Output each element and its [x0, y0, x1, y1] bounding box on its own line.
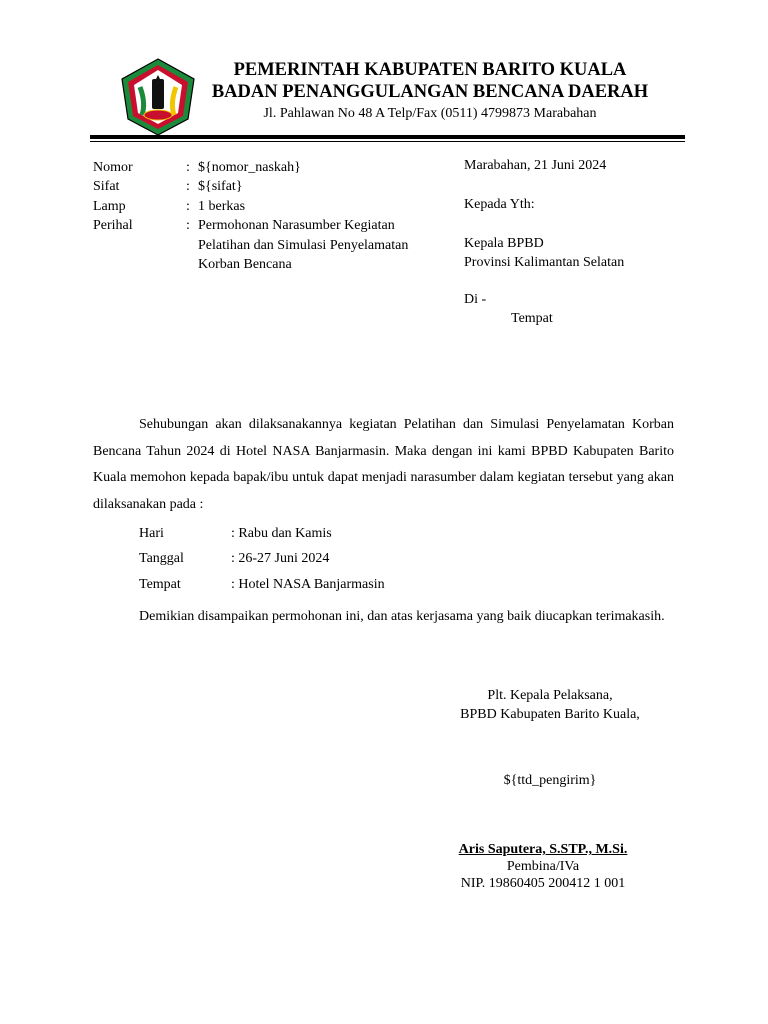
meta-value-perihal-line3: Korban Bencana: [198, 257, 292, 272]
detail-value-hari: : Rabu dan Kamis: [231, 526, 332, 541]
detail-label-tempat: Tempat: [139, 577, 181, 592]
meta-value-nomor: ${nomor_naskah}: [198, 160, 301, 175]
signatory-rank: Pembina/IVa: [506, 859, 580, 874]
letterhead-agency-name: BADAN PENANGGULANGAN BENCANA DAERAH: [211, 82, 649, 102]
detail-label-tanggal: Tanggal: [139, 551, 184, 566]
meta-value-perihal-line2: Pelatihan dan Simulasi Penyelamatan: [198, 238, 409, 253]
meta-colon: :: [186, 218, 190, 233]
recipient-title: Kepala BPBD: [464, 236, 544, 251]
meta-colon: :: [186, 160, 190, 175]
meta-value-perihal-line1: Permohonan Narasumber Kegiatan: [198, 218, 395, 233]
letterhead-address: Jl. Pahlawan No 48 A Telp/Fax (0511) 4799873 Marabahan: [263, 106, 597, 121]
meta-colon: :: [186, 199, 190, 214]
place-date: Marabahan, 21 Juni 2024: [464, 158, 607, 173]
detail-value-tempat: : Hotel NASA Banjarmasin: [231, 577, 385, 592]
meta-colon: :: [186, 179, 190, 194]
signatory-nip: NIP. 19860405 200412 1 001: [460, 876, 626, 891]
meta-label-sifat: Sifat: [93, 179, 120, 194]
meta-label-lamp: Lamp: [93, 199, 126, 214]
meta-value-sifat: ${sifat}: [198, 179, 243, 194]
signatory-name: Aris Saputera, S.STP., M.Si.: [458, 842, 628, 857]
signature-position-line1: Plt. Kepala Pelaksana,: [487, 688, 613, 703]
signature-placeholder: ${ttd_pengirim}: [503, 773, 597, 788]
meta-label-perihal: Perihal: [93, 218, 133, 233]
body-paragraph-closing: Demikian disampaikan permohonan ini, dan atas kerjasama yang baik diucapkan terimakasih.: [139, 609, 665, 624]
detail-label-hari: Hari: [139, 526, 164, 541]
recipient-di: Di -: [464, 292, 487, 307]
meta-value-lamp: 1 berkas: [198, 199, 246, 214]
signature-position-line2: BPBD Kabupaten Barito Kuala,: [460, 707, 640, 722]
letterhead-government-name: PEMERINTAH KABUPATEN BARITO KUALA: [233, 60, 627, 80]
recipient-greeting: Kepada Yth:: [464, 197, 535, 212]
meta-label-nomor: Nomor: [93, 160, 133, 175]
barito-kuala-emblem-icon: [118, 57, 198, 137]
detail-value-tanggal: : 26-27 Juni 2024: [231, 551, 330, 566]
body-paragraph-intro: Sehubungan akan dilaksanakannya kegiatan Pelatihan dan Simulasi Penyelamatan Korban Bencana Tahun 2024 di Hotel NASA Banjarmasin. Maka dengan ini kami BPBD Kabupaten Barito Kuala memohon kepada bapak/ibu untuk dapat menjadi narasumber dalam kegiatan tersebut yang akan dilaksanakan pada :: [93, 417, 674, 512]
letterhead-divider-thick: [90, 135, 685, 139]
recipient-organization: Provinsi Kalimantan Selatan: [464, 255, 625, 270]
recipient-tempat: Tempat: [511, 311, 553, 326]
letterhead-divider-thin: [90, 141, 685, 142]
